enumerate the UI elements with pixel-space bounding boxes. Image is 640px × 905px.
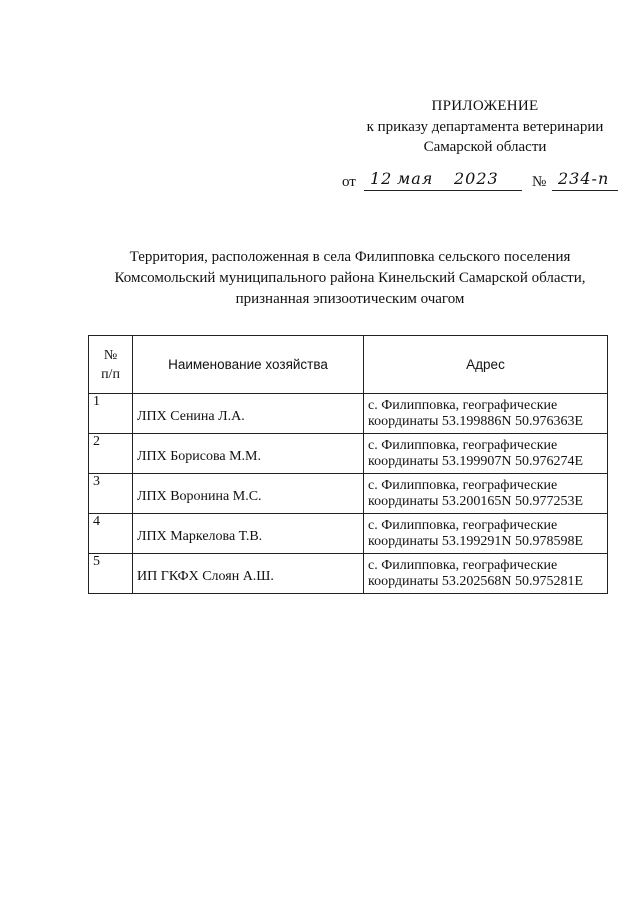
- row-address-line2: координаты 53.200165N 50.977253E: [368, 493, 584, 509]
- heading-line-1: Территория, расположенная в села Филипповка сельского поселения: [129, 249, 571, 265]
- appendix-region: Самарской области: [423, 139, 547, 155]
- farms-table: [88, 335, 608, 594]
- row-farm-name: ЛПХ Сенина Л.А.: [133, 394, 364, 434]
- appendix-order-ref: к приказу департамента ветеринарии: [366, 119, 604, 135]
- row-address-line1: с. Филипповка, географические: [368, 397, 558, 413]
- header-num-abbr: п/п: [101, 366, 120, 382]
- row-num: 5: [89, 554, 133, 594]
- order-date-number-line: [342, 171, 632, 193]
- order-number-value: 234-п: [558, 169, 610, 188]
- row-num: 4: [89, 514, 133, 554]
- table-row: [89, 514, 608, 554]
- row-farm-name: ЛПХ Воронина М.С.: [133, 474, 364, 514]
- row-address-line2: координаты 53.202568N 50.975281E: [368, 573, 584, 589]
- heading-line-3: признанная эпизоотическим очагом: [235, 291, 465, 307]
- row-farm-name: ЛПХ Борисова М.М.: [133, 434, 364, 474]
- order-date-month: мая: [397, 169, 434, 188]
- row-address: [364, 474, 608, 514]
- row-num: 3: [89, 474, 133, 514]
- table-row: [89, 474, 608, 514]
- appendix-title: ПРИЛОЖЕНИЕ: [431, 98, 539, 114]
- date-underline: [364, 190, 522, 191]
- row-address: [364, 394, 608, 434]
- row-address-line2: координаты 53.199907N 50.976274E: [368, 453, 584, 469]
- row-address: [364, 434, 608, 474]
- row-address-line2: координаты 53.199886N 50.976363E: [368, 413, 584, 429]
- header-address: Адрес: [364, 336, 608, 394]
- row-address: [364, 554, 608, 594]
- heading-line-2: Комсомольский муниципального района Кинельский Самарской области,: [114, 270, 586, 286]
- header-num: [89, 336, 133, 394]
- order-from-label: от: [342, 174, 356, 190]
- row-farm-name: ИП ГКФХ Слоян А.Ш.: [133, 554, 364, 594]
- order-date-day: 12: [370, 169, 393, 188]
- table-header-row: [89, 336, 608, 394]
- row-farm-name: ЛПХ Маркелова Т.В.: [133, 514, 364, 554]
- table-row: [89, 394, 608, 434]
- row-address-line1: с. Филипповка, географические: [368, 437, 558, 453]
- row-address-line1: с. Филипповка, географические: [368, 517, 558, 533]
- row-address: [364, 514, 608, 554]
- number-underline: [552, 190, 618, 191]
- table-row: [89, 554, 608, 594]
- order-date-year: 2023: [454, 169, 499, 188]
- header-num-symbol: №: [103, 347, 118, 363]
- row-address-line1: с. Филипповка, географические: [368, 557, 558, 573]
- row-address-line1: с. Филипповка, географические: [368, 477, 558, 493]
- row-num: 1: [89, 394, 133, 434]
- order-number-label: №: [532, 174, 547, 190]
- table-row: [89, 434, 608, 474]
- header-name: Наименование хозяйства: [133, 336, 364, 394]
- row-address-line2: координаты 53.199291N 50.978598E: [368, 533, 584, 549]
- row-num: 2: [89, 434, 133, 474]
